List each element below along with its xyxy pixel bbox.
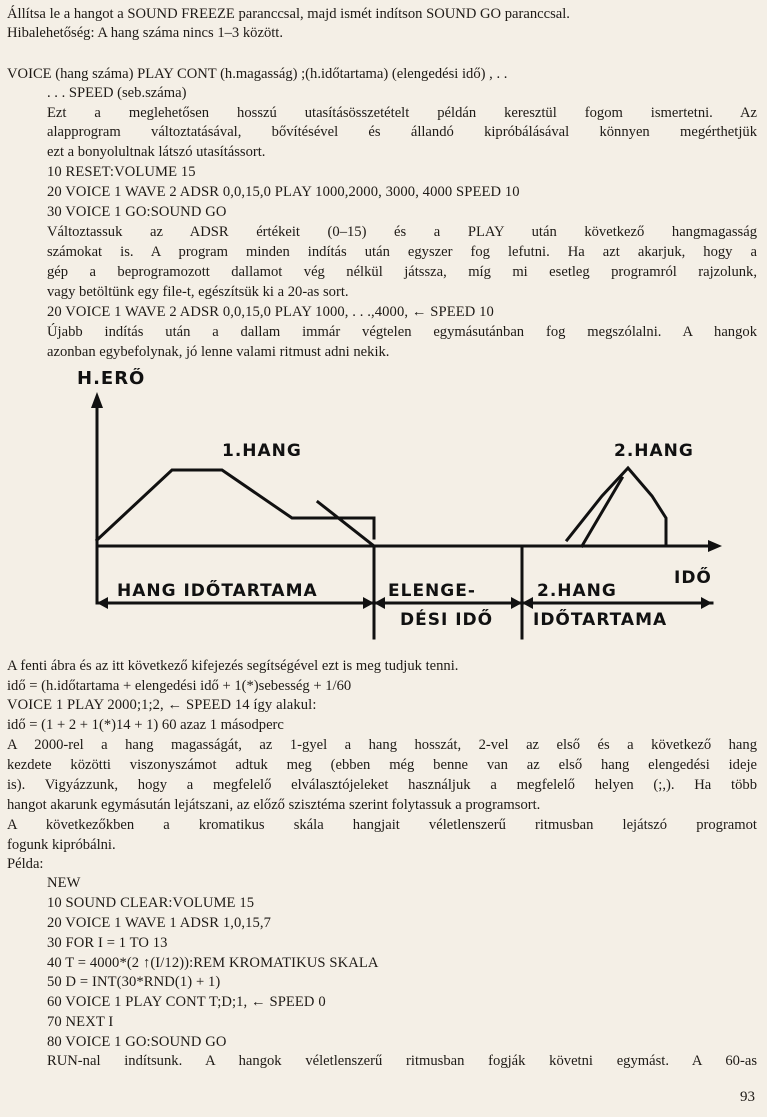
bracket-arrow-2: [374, 597, 385, 609]
code-line: VOICE 1 PLAY 2000;1;2, ← SPEED 14 így alakul:: [7, 697, 317, 713]
envelope-diagram: [62, 368, 732, 646]
text-line: Változtassuk az ADSR értékeit (0–15) és a PLAY után következő hangmagasság: [47, 224, 757, 240]
code-line: 70 NEXT I: [47, 1014, 114, 1030]
code-line: 20 VOICE 1 WAVE 1 ADSR 1,0,15,7: [47, 915, 272, 931]
bracket-arrow-4: [522, 597, 533, 609]
code-line: 80 VOICE 1 GO:SOUND GO: [47, 1034, 227, 1050]
code-line: 10 RESET:VOLUME 15: [47, 164, 196, 180]
code-line: NEW: [47, 875, 81, 891]
bracket-arrow-1: [363, 597, 374, 609]
formula-line: idő = (1 + 2 + 1(*)14 + 1) 60 azaz 1 másodperc: [7, 717, 284, 733]
segment-elengedesi-1: ELENGE-: [388, 581, 476, 601]
text-line: RUN-nal indítsunk. A hangok véletlenszerű ritmusban fogják követni egymást. A 60-as: [47, 1053, 757, 1069]
code-line: 30 VOICE 1 GO:SOUND GO: [47, 204, 227, 220]
text-line: Példa:: [7, 856, 44, 872]
segment-elengedesi-2: DÉSI IDŐ: [400, 610, 494, 630]
bracket-arrow-left: [97, 597, 108, 609]
page-number: 93: [740, 1089, 755, 1105]
envelope-curve-1: [97, 470, 374, 540]
text-line: vagy betöltünk egy file-t, egészítsük ki a 20-as sort.: [47, 284, 349, 300]
text-line: A 2000-rel a hang magasságát, az 1-gyel a hang hosszát, 2-vel az első és a következő hang: [7, 737, 757, 753]
text-line: Hibalehetőség: A hang száma nincs 1–3 között.: [7, 25, 284, 41]
text-line: Ezt a meglehetősen hosszú utasításösszetételt példán keresztül fogom ismertetni. Az: [47, 105, 757, 121]
text-line: hangot akarunk egymásután lejátszani, az előző szisztéma szerint folytassuk a programsort.: [7, 797, 541, 813]
segment-hang-idotartama: HANG IDŐTARTAMA: [117, 581, 318, 601]
text-line: A következőkben a kromatikus skála hangjait véletlenszerű ritmusban lejátszó programot: [7, 817, 757, 833]
adsr-envelope-figure: [62, 368, 732, 646]
text-line: A fenti ábra és az itt következő kifejezés segítségével ezt is meg tudjuk tenni.: [7, 658, 459, 674]
hang2-label: 2.HANG: [614, 441, 694, 461]
syntax-line: VOICE (hang száma) PLAY CONT (h.magasság) ;(h.időtartama) (elengedési idő) , . .: [7, 66, 508, 82]
code-line: 20 VOICE 1 WAVE 2 ADSR 0,0,15,0 PLAY 1000, . . .,4000, ← SPEED 10: [47, 304, 494, 320]
y-axis-arrowhead: [91, 392, 103, 408]
text-line: gép a beprogramozott dallamot vég nélkül játssza, míg mi esetleg programról rajzolunk,: [47, 264, 757, 280]
code-line: 30 FOR I = 1 TO 13: [47, 935, 168, 951]
segment-hang2-2: IDŐTARTAMA: [533, 610, 668, 630]
code-line: 50 D = INT(30*RND(1) + 1): [47, 974, 221, 990]
code-line: 10 SOUND CLEAR:VOLUME 15: [47, 895, 255, 911]
bracket-arrow-3: [511, 597, 522, 609]
text-line: Újabb indítás után a dallam immár végtelen egymásutánban fog megszólalni. A hangok: [47, 324, 757, 340]
text-line: számokat is. A program minden indítás után egyszer fog lefutni. Ha azt akarjuk, hogy a: [47, 244, 757, 260]
text-line: fogunk kipróbálni.: [7, 837, 116, 853]
hang1-label: 1.HANG: [222, 441, 302, 461]
code-line: 40 T = 4000*(2 ↑(I/12)):REM KROMATIKUS SKALA: [47, 955, 379, 971]
x-axis-arrowhead: [708, 540, 722, 552]
text-line: ezt a bonyolultnak látszó utasítássort.: [47, 144, 266, 160]
formula-line: idő = (h.időtartama + elengedési idő + 1(*)sebesség + 1/60: [7, 678, 352, 694]
segment-hang2-1: 2.HANG: [537, 581, 617, 601]
text-line: azonban egybefolynak, jó lenne valami ritmust adni nekik.: [47, 344, 390, 360]
release-line: [318, 502, 374, 546]
x-axis-label: IDŐ: [674, 568, 712, 588]
bracket-arrow-right: [701, 597, 712, 609]
syntax-line: . . . SPEED (seb.száma): [47, 85, 187, 101]
text-line: alapprogram változtatásával, bővítésével és állandó kipróbálásával könnyen megérthetjük: [47, 124, 757, 140]
text-line: Állítsa le a hangot a SOUND FREEZE paranccsal, majd ismét indítson SOUND GO paranccsal.: [7, 6, 570, 22]
code-line: 20 VOICE 1 WAVE 2 ADSR 0,0,15,0 PLAY 1000,2000, 3000, 4000 SPEED 10: [47, 184, 520, 200]
envelope-curve-2: [567, 468, 666, 546]
y-axis-label: H.ERŐ: [77, 368, 146, 389]
text-line: is). Vigyázzunk, hogy a megfelelő elválasztójeleket használjuk a megfelelő helyen (;,). Ha több: [7, 777, 757, 793]
code-line: 60 VOICE 1 PLAY CONT T;D;1, ← SPEED 0: [47, 994, 326, 1010]
text-line: kezdete közötti viszonyszámot adtuk meg (ebben még benne van az első hang elengedési ideje: [7, 757, 757, 773]
